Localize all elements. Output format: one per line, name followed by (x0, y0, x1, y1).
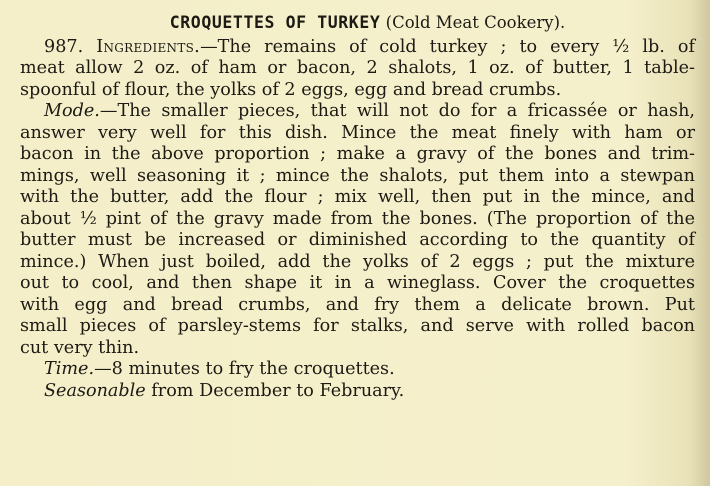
recipe-title (20, 12, 695, 35)
recipe-title-main: CROQUETTES OF TURKEY (169, 13, 381, 32)
time-paragraph (20, 359, 695, 381)
recipe-title-sub: (Cold Meat Cookery). (380, 13, 566, 32)
mode-line: cut very thin. (20, 337, 140, 358)
recipe-text (20, 12, 695, 402)
time-label: Time. (44, 359, 95, 379)
ingredients-label: Ingredients. (96, 36, 201, 57)
ingredients-line: meat allow 2 oz. of ham or bacon, 2 shalots, 1 oz. of butter, 1 table- (20, 58, 695, 78)
seasonable-text: from December to February. (145, 380, 405, 401)
time-line (20, 359, 695, 381)
mode-line: answer very well for this dish. Mince the meat finely with ham or (20, 122, 695, 143)
mode-line: with the butter, add the flour ; mix well, then put in the mince, and (20, 187, 695, 207)
mode-line: about ½ pint of the gravy made from the bones. (The proportion of the (20, 208, 695, 229)
mode-label: Mode. (44, 101, 100, 121)
seasonable-label: Seasonable (44, 380, 146, 401)
mode-text: —The smaller pieces, that will not do for a fricassée or hash, (99, 101, 695, 121)
ingredients-line (20, 37, 695, 59)
seasonable-line (20, 381, 695, 403)
seasonable-paragraph (20, 381, 695, 403)
recipe-number: 987. (44, 36, 97, 57)
mode-line: mince.) When just boiled, add the yolks of 2 eggs ; put the mixture (20, 251, 695, 272)
ingredients-line: spoonful of flour, the yolks of 2 eggs, egg and bread crumbs. (20, 79, 562, 100)
mode-line: out to cool, and then shape it in a wineglass. Cover the croquettes (20, 273, 695, 293)
ingredients-text: —The remains of cold turkey ; to every ½ lb. of (200, 36, 695, 57)
mode-line: with egg and bread crumbs, and fry them a delicate brown. Put (20, 294, 695, 315)
mode-line: bacon in the above proportion ; make a gravy of the bones and trim- (20, 144, 695, 164)
mode-paragraph (20, 101, 695, 359)
ingredients-paragraph (20, 37, 695, 102)
mode-line: mings, well seasoning it ; mince the shalots, put them into a stewpan (20, 165, 695, 186)
mode-line: butter must be increased or diminished according to the quantity of (20, 230, 695, 250)
time-text: —8 minutes to fry the croquettes. (94, 359, 395, 379)
mode-line: small pieces of parsley-stems for stalks, and serve with rolled bacon (20, 316, 695, 336)
mode-line (20, 101, 695, 123)
